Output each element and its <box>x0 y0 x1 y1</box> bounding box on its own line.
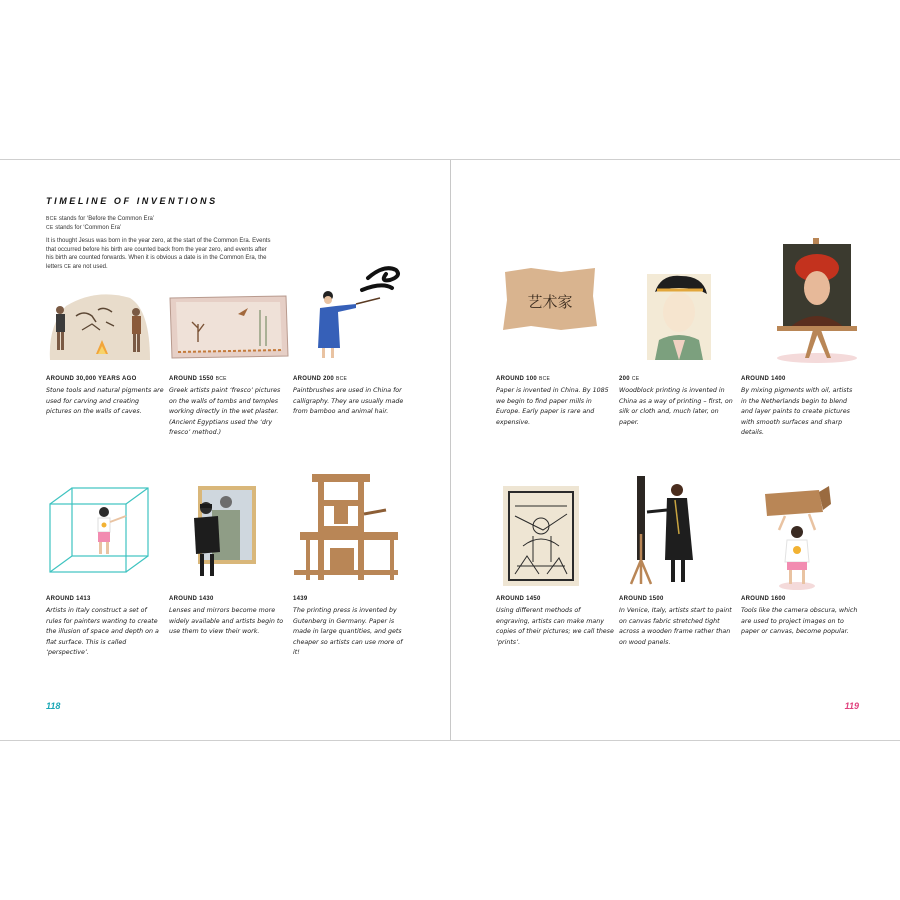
timeline-entry-woodblock <box>619 376 737 428</box>
camera-obscura-illustration <box>757 480 833 590</box>
timeline-entry-paintbrush <box>293 376 411 418</box>
engraving-print-illustration <box>503 486 579 586</box>
oil-portrait-illustration <box>775 238 859 364</box>
entry-date: AROUND 100 BCE <box>496 376 551 382</box>
left-page <box>0 160 450 740</box>
page-title: TIMELINE OF INVENTIONS <box>46 196 218 206</box>
bce-text: stands for ‘Before the Common Era’ <box>57 216 155 222</box>
entry-description: Paintbrushes are used in China for calligraphy. They are usually made from bamboo and animal hair. <box>293 387 404 415</box>
right-page <box>451 160 900 740</box>
ce-text: stands for ‘Common Era’ <box>53 224 122 231</box>
entry-description: Woodblock printing is invented in China as a way of printing – first, on silk or cloth and, much later, on paper. <box>619 387 733 426</box>
entry-description: Lenses and mirrors become more widely available and artists begin to use them to view their work. <box>169 607 284 635</box>
entry-date: AROUND 1430 <box>169 596 214 602</box>
woodblock-print-illustration <box>647 274 711 360</box>
entry-date: 1439 <box>293 596 308 602</box>
entry-date: AROUND 200 BCE <box>293 376 348 382</box>
timeline-entry-lenses <box>169 596 287 638</box>
timeline-entry-cave <box>46 376 164 418</box>
era-note: It is thought Jesus was born in the year zero, at the start of the Common Era. Events that occurred before his birth are counted back from the year zero, and events after his birth are counted forwards. When it is obvious a date is in the Common Era, the letters CE are not used. <box>46 238 271 270</box>
fresco-illustration <box>168 294 290 362</box>
entry-description: Paper is invented in China. By 1085 we begin to find paper mills in Europe. Early paper is rare and expensive. <box>496 387 609 426</box>
timeline-entry-engraving <box>496 596 614 648</box>
printing-press-illustration <box>290 474 402 582</box>
cave-painting-illustration <box>46 286 154 364</box>
paper-characters: 艺术家 <box>527 293 573 311</box>
entry-description: The printing press is invented by Gutenberg in Germany. Paper is made in large quantities, and gets cheaper so artists can use more of it! <box>293 607 403 656</box>
entry-description: Using different methods of engraving, artists can make many copies of their pictures; we call these ‘prints’. <box>496 607 614 646</box>
timeline-entry-oil-paint <box>741 376 859 439</box>
entry-date: AROUND 1550 BCE <box>169 376 227 382</box>
entry-description: In Venice, Italy, artists start to paint on canvas fabric stretched tight across a wooden frame rather than on wood panels. <box>619 607 732 646</box>
abbreviations <box>46 215 154 232</box>
entry-date: AROUND 1450 <box>496 596 541 602</box>
mirror-artist-illustration <box>184 486 260 578</box>
book-spread <box>0 159 900 741</box>
page-number-right: 119 <box>844 701 859 711</box>
calligraphy-illustration <box>316 260 406 364</box>
chinese-paper-illustration <box>501 266 599 332</box>
timeline-entry-camera-obscura <box>741 596 859 638</box>
entry-date: AROUND 1500 <box>619 596 664 602</box>
entry-date: 200 CE <box>619 376 640 382</box>
entry-description: Greek artists paint ‘fresco’ pictures on the walls of tombs and temples working directly in the wet plaster. (Ancient Egyptians used the ‘dry fresco’ method.) <box>169 387 281 436</box>
perspective-cube-illustration <box>48 486 152 576</box>
entry-date: AROUND 1413 <box>46 596 91 602</box>
bce-abbr: BCE <box>46 216 58 222</box>
entry-description: Stone tools and natural pigments are used for carving and creating pictures on the walls of caves. <box>46 387 164 415</box>
entry-date: AROUND 1400 <box>741 376 786 382</box>
page-number-left: 118 <box>46 701 61 711</box>
timeline-entry-canvas <box>619 596 737 648</box>
canvas-painter-illustration <box>627 474 701 586</box>
timeline-entry-paper <box>496 376 614 428</box>
entry-date: AROUND 1600 <box>741 596 786 602</box>
timeline-entry-printing-press <box>293 596 411 659</box>
timeline-entry-perspective <box>46 596 164 659</box>
entry-date: AROUND 30,000 YEARS AGO <box>46 376 137 382</box>
entry-description: Tools like the camera obscura, which are used to project images on to paper or canvas, become popular. <box>741 607 858 635</box>
entry-description: By mixing pigments with oil, artists in the Netherlands begin to blend and layer paints to create pictures with smooth surfaces and sharp details. <box>741 387 853 436</box>
timeline-entry-fresco <box>169 376 287 439</box>
entry-description: Artists in Italy construct a set of rules for painters wanting to create the illusion of space and depth on a flat surface. This is called ‘perspective’. <box>46 607 159 656</box>
ce-abbr: CE <box>46 224 54 231</box>
